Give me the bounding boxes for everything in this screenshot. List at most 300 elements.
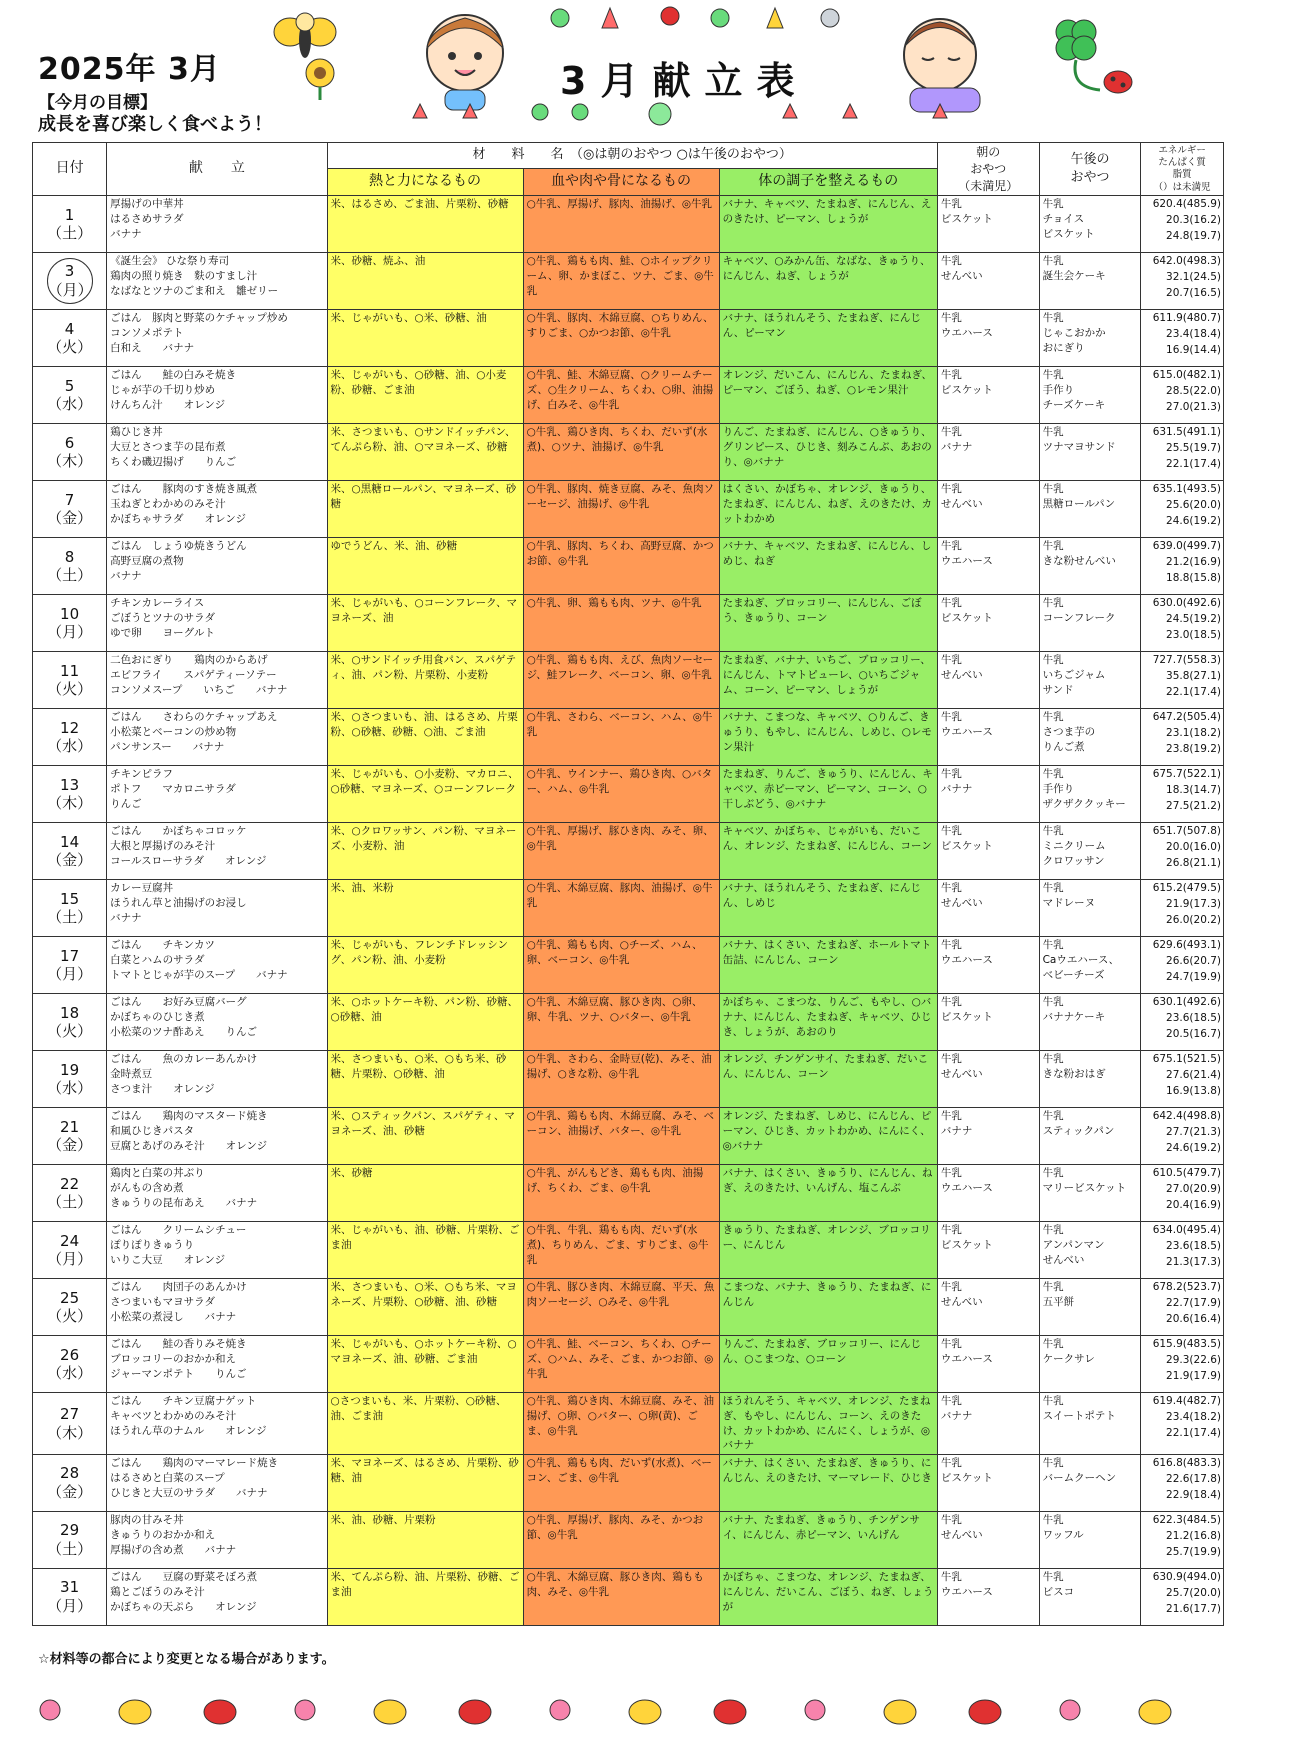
weekday: （水）	[47, 1079, 93, 1098]
menu-cell: 豚肉の甘みそ丼 きゅうりのおかか和え 厚揚げの含め煮 バナナ	[107, 1512, 327, 1569]
protein-value: 26.6(20.7)	[1166, 955, 1221, 968]
body-ingredients-cell: こまつな、バナナ、きゅうり、たまねぎ、にんじん	[719, 1279, 937, 1336]
protein-value: 25.6(20.0)	[1166, 499, 1221, 512]
body-ingredients-cell: バナナ、はくさい、きゅうり、にんじん、ねぎ、えのきたけ、いんげん、塩こんぶ	[719, 1165, 937, 1222]
weekday: （土）	[47, 1540, 93, 1559]
day-number: 10	[60, 604, 80, 623]
energy-cell	[1141, 1051, 1224, 1108]
morning-snack-cell: 牛乳 せんべい	[937, 1051, 1039, 1108]
morning-snack-cell: 牛乳 バナナ	[937, 766, 1039, 823]
body-ingredients-cell: バナナ、ほうれんそう、たまねぎ、にんじん、ピーマン	[719, 310, 937, 367]
col-header-heat: 熱と力になるもの	[327, 168, 523, 196]
date-cell	[33, 595, 107, 652]
day-number: 17	[60, 946, 80, 965]
date-cell	[33, 880, 107, 937]
body-ingredients-cell: キャベツ、○みかん缶、なばな、きゅうり、にんじん、ねぎ、しょうが	[719, 253, 937, 310]
morning-snack-cell: 牛乳 バナナ	[937, 1108, 1039, 1165]
protein-value: 25.7(20.0)	[1166, 1586, 1221, 1599]
morning-snack-cell: 牛乳 ウエハース	[937, 937, 1039, 994]
date-cell	[33, 1512, 107, 1569]
flowers-row-icon	[540, 0, 870, 40]
menu-table	[32, 142, 1224, 1626]
protein-value: 21.9(17.3)	[1166, 898, 1221, 911]
energy-cell	[1141, 1512, 1224, 1569]
morning-snack-cell: 牛乳 せんべい	[937, 481, 1039, 538]
weekday: （木）	[47, 1423, 93, 1442]
page-title: 3月献立表	[560, 59, 809, 103]
afternoon-snack-cell: 牛乳 コーンフレーク	[1039, 595, 1141, 652]
weekday: （土）	[47, 566, 93, 585]
col-header-menu: 献 立	[107, 143, 327, 196]
menu-cell: カレー豆腐丼 ほうれん草と油揚げのお浸し バナナ	[107, 880, 327, 937]
blood-ingredients-cell: ○牛乳、鶏ひき肉、ちくわ、だいず(水煮)、○ツナ、油揚げ、◎牛乳	[523, 424, 719, 481]
body-ingredients-cell: りんご、たまねぎ、ブロッコリー、にんじん、○こまつな、○コーン	[719, 1336, 937, 1393]
heat-ingredients-cell: 米、じゃがいも、○ホットケーキ粉、○マヨネーズ、油、砂糖、ごま油	[327, 1336, 523, 1393]
blood-ingredients-cell: ○牛乳、鶏もも肉、木綿豆腐、みそ、ベーコン、油揚げ、バター、◎牛乳	[523, 1108, 719, 1165]
menu-cell: ごはん 鶏肉のマスタード焼き 和風ひじきパスタ 豆腐とあげのみそ汁 オレンジ	[107, 1108, 327, 1165]
energy-cell	[1141, 1336, 1224, 1393]
date-cell	[33, 1108, 107, 1165]
fat-value: 20.5(16.7)	[1166, 1027, 1221, 1040]
blood-ingredients-cell: ○牛乳、厚揚げ、豚肉、油揚げ、◎牛乳	[523, 196, 719, 253]
heat-ingredients-cell: ゆでうどん、米、油、砂糖	[327, 538, 523, 595]
morning-snack-cell: 牛乳 ビスケット	[937, 367, 1039, 424]
blood-ingredients-cell: ○牛乳、豚ひき肉、木綿豆腐、平天、魚肉ソーセージ、○みそ、◎牛乳	[523, 1279, 719, 1336]
heat-ingredients-cell: 米、じゃがいも、フレンチドレッシング、パン粉、油、小麦粉	[327, 937, 523, 994]
protein-value: 18.3(14.7)	[1166, 784, 1221, 797]
weekday: （火）	[47, 338, 93, 357]
table-row	[33, 880, 1224, 937]
energy-value: 610.5(479.7)	[1152, 1167, 1221, 1180]
menu-cell: 二色おにぎり 鶏肉のからあげ エビフライ スパゲティーソテー コンソメスープ いちご バナナ	[107, 652, 327, 709]
weekday: （月）	[47, 623, 93, 642]
weekday: （水）	[47, 395, 93, 414]
weekday: （水）	[47, 1364, 93, 1383]
fat-value: 23.0(18.5)	[1166, 628, 1221, 641]
heat-ingredients-cell: 米、砂糖	[327, 1165, 523, 1222]
table-row	[33, 196, 1224, 253]
energy-value: 635.1(493.5)	[1152, 483, 1221, 496]
menu-cell: ごはん クリームシチュー ぽりぽりきゅうり いりこ大豆 オレンジ	[107, 1222, 327, 1279]
day-number: 7	[64, 490, 75, 509]
morning-snack-cell: 牛乳 ウエハース	[937, 1569, 1039, 1626]
afternoon-snack-cell: 牛乳 ケークサレ	[1039, 1336, 1141, 1393]
day-number: 12	[60, 718, 80, 737]
day-number: 25	[60, 1288, 80, 1307]
body-ingredients-cell: たまねぎ、りんご、きゅうり、にんじん、キャベツ、赤ピーマン、ピーマン、コーン、○干しぶどう、◎バナナ	[719, 766, 937, 823]
day-number: 4	[64, 319, 75, 338]
table-row	[33, 766, 1224, 823]
day-number: 31	[60, 1578, 80, 1597]
weekday: （木）	[47, 794, 93, 813]
body-ingredients-cell: バナナ、キャベツ、たまねぎ、にんじん、しめじ、ねぎ	[719, 538, 937, 595]
morning-snack-cell: 牛乳 ビスケット	[937, 823, 1039, 880]
protein-value: 20.3(16.2)	[1166, 214, 1221, 227]
body-ingredients-cell: はくさい、かぼちゃ、オレンジ、きゅうり、たまねぎ、にんじん、ねぎ、えのきたけ、カットわかめ	[719, 481, 937, 538]
energy-value: 629.6(493.1)	[1152, 939, 1221, 952]
fat-value: 24.7(19.9)	[1166, 970, 1221, 983]
afternoon-snack-cell: 牛乳 さつま芋の りんご煮	[1039, 709, 1141, 766]
afternoon-snack-cell: 牛乳 ミニクリーム クロワッサン	[1039, 823, 1141, 880]
fat-value: 20.7(16.5)	[1166, 286, 1221, 299]
heat-ingredients-cell: 米、○クロワッサン、パン粉、マヨネーズ、小麦粉、油	[327, 823, 523, 880]
fat-value: 24.6(19.2)	[1166, 514, 1221, 527]
morning-snack-cell: 牛乳 せんべい	[937, 652, 1039, 709]
body-ingredients-cell: かぼちゃ、こまつな、オレンジ、たまねぎ、にんじん、だいこん、ごぼう、ねぎ、しょうが	[719, 1569, 937, 1626]
fat-value: 21.9(17.9)	[1166, 1369, 1221, 1382]
morning-snack-cell: 牛乳 バナナ	[937, 424, 1039, 481]
day-number: 27	[60, 1405, 80, 1424]
menu-cell: ごはん さわらのケチャップあえ 小松菜とベーコンの炒め物 パンサンスー バナナ	[107, 709, 327, 766]
protein-value: 23.4(18.2)	[1166, 1411, 1221, 1424]
protein-value: 23.4(18.4)	[1166, 328, 1221, 341]
blood-ingredients-cell: ○牛乳、さわら、ベーコン、ハム、◎牛乳	[523, 709, 719, 766]
afternoon-snack-cell: 牛乳 マドレーヌ	[1039, 880, 1141, 937]
afternoon-snack-cell: 牛乳 ワッフル	[1039, 1512, 1141, 1569]
heat-ingredients-cell: ○さつまいも、米、片栗粉、○砂糖、油、ごま油	[327, 1393, 523, 1455]
menu-cell: ごはん 鮭の香りみそ焼き ブロッコリーのおかか和え ジャーマンポテト りんご	[107, 1336, 327, 1393]
heat-ingredients-cell: 米、じゃがいも、○米、砂糖、油	[327, 310, 523, 367]
weekday: （土）	[47, 908, 93, 927]
blood-ingredients-cell: ○牛乳、豚肉、ちくわ、高野豆腐、かつお節、◎牛乳	[523, 538, 719, 595]
fat-value: 20.6(16.4)	[1166, 1312, 1221, 1325]
fat-value: 16.9(14.4)	[1166, 343, 1221, 356]
energy-cell	[1141, 880, 1224, 937]
blood-ingredients-cell: ○牛乳、卵、鶏もも肉、ツナ、◎牛乳	[523, 595, 719, 652]
heat-ingredients-cell: 米、じゃがいも、○砂糖、油、○小麦粉、砂糖、ごま油	[327, 367, 523, 424]
date-cell	[33, 823, 107, 880]
fat-value: 27.0(21.3)	[1166, 400, 1221, 413]
year-month: 2025年 3月	[38, 52, 221, 87]
heat-ingredients-cell: 米、じゃがいも、○コーンフレーク、マヨネーズ、油	[327, 595, 523, 652]
table-row	[33, 1569, 1224, 1626]
weekday: （金）	[47, 851, 93, 870]
weekday: （金）	[47, 1136, 93, 1155]
afternoon-snack-cell: 牛乳 スイートポテト	[1039, 1393, 1141, 1455]
energy-cell	[1141, 1222, 1224, 1279]
day-number: 21	[60, 1117, 80, 1136]
fat-value: 22.1(17.4)	[1166, 1426, 1221, 1439]
table-row	[33, 595, 1224, 652]
energy-value: 727.7(558.3)	[1152, 654, 1221, 667]
blood-ingredients-cell: ○牛乳、鮭、木綿豆腐、○クリームチーズ、○生クリーム、ちくわ、○卵、油揚げ、白みそ、◎牛乳	[523, 367, 719, 424]
body-ingredients-cell: オレンジ、だいこん、にんじん、たまねぎ、ピーマン、ごぼう、ねぎ、○レモン果汁	[719, 367, 937, 424]
body-ingredients-cell: きゅうり、たまねぎ、オレンジ、ブロッコリー、にんじん	[719, 1222, 937, 1279]
energy-value: 630.0(492.6)	[1152, 597, 1221, 610]
energy-value: 615.0(482.1)	[1152, 369, 1221, 382]
protein-value: 25.5(19.7)	[1166, 442, 1221, 455]
weekday: （土）	[47, 224, 93, 243]
afternoon-snack-cell: 牛乳 マリービスケット	[1039, 1165, 1141, 1222]
date-cell	[33, 538, 107, 595]
menu-cell: 鶏ひじき丼 大豆とさつま芋の昆布煮 ちくわ磯辺揚げ りんご	[107, 424, 327, 481]
table-row	[33, 367, 1224, 424]
protein-value: 27.0(20.9)	[1166, 1183, 1221, 1196]
afternoon-snack-cell: 牛乳 アンパンマン せんべい	[1039, 1222, 1141, 1279]
table-row	[33, 1108, 1224, 1165]
sunflower-icon	[300, 55, 340, 100]
table-row	[33, 1165, 1224, 1222]
afternoon-snack-cell: 牛乳 手作り ザクザククッキー	[1039, 766, 1141, 823]
fat-value: 26.8(21.1)	[1166, 856, 1221, 869]
heat-ingredients-cell: 米、てんぷら粉、油、片栗粉、砂糖、ごま油	[327, 1569, 523, 1626]
weekday: （金）	[47, 1483, 93, 1502]
energy-value: 675.7(522.1)	[1152, 768, 1221, 781]
energy-value: 622.3(484.5)	[1152, 1514, 1221, 1527]
afternoon-snack-cell: 牛乳 スティックパン	[1039, 1108, 1141, 1165]
col-header-body: 体の調子を整えるもの	[719, 168, 937, 196]
blood-ingredients-cell: ○牛乳、さわら、金時豆(乾)、みそ、油揚げ、○きな粉、◎牛乳	[523, 1051, 719, 1108]
morning-snack-cell: 牛乳 ウエハース	[937, 310, 1039, 367]
day-number: 1	[64, 205, 75, 224]
afternoon-snack-cell: 牛乳 手作り チーズケーキ	[1039, 367, 1141, 424]
fat-value: 22.9(18.4)	[1166, 1488, 1221, 1501]
menu-cell: ごはん しょうゆ焼きうどん 高野豆腐の煮物 バナナ	[107, 538, 327, 595]
morning-snack-cell: 牛乳 ウエハース	[937, 709, 1039, 766]
fat-value: 18.8(15.8)	[1166, 571, 1221, 584]
day-number: 14	[60, 832, 80, 851]
fat-value: 20.4(16.9)	[1166, 1198, 1221, 1211]
fat-value: 24.6(19.2)	[1166, 1141, 1221, 1154]
afternoon-snack-cell: 牛乳 バームクーヘン	[1039, 1455, 1141, 1512]
table-row	[33, 1336, 1224, 1393]
blood-ingredients-cell: ○牛乳、厚揚げ、豚ひき肉、みそ、卵、◎牛乳	[523, 823, 719, 880]
day-number: 3	[64, 262, 75, 281]
morning-snack-cell: 牛乳 ウエハース	[937, 538, 1039, 595]
col-header-ingredients: 材 料 名 （◎は朝のおやつ ○は午後のおやつ）	[327, 143, 937, 169]
energy-cell	[1141, 766, 1224, 823]
day-number: 24	[60, 1231, 80, 1250]
heat-ingredients-cell: 米、さつまいも、○米、○もち米、マヨネーズ、片栗粉、○砂糖、油、砂糖	[327, 1279, 523, 1336]
weekday: （火）	[47, 1307, 93, 1326]
energy-value: 651.7(507.8)	[1152, 825, 1221, 838]
fat-value: 22.1(17.4)	[1166, 685, 1221, 698]
body-ingredients-cell: たまねぎ、バナナ、いちご、ブロッコリー、にんじん、トマトピューレ、○いちごジャム、コーン、ピーマン、しょうが	[719, 652, 937, 709]
energy-value: 619.4(482.7)	[1152, 1395, 1221, 1408]
date-cell	[33, 367, 107, 424]
weekday: （水）	[47, 737, 93, 756]
morning-snack-cell: 牛乳 バナナ	[937, 1393, 1039, 1455]
date-cell	[33, 937, 107, 994]
date-cell	[33, 196, 107, 253]
body-ingredients-cell: バナナ、はくさい、たまねぎ、きゅうり、にんじん、えのきたけ、マーマレード、ひじき	[719, 1455, 937, 1512]
energy-cell	[1141, 937, 1224, 994]
day-number: 18	[60, 1003, 80, 1022]
energy-value: 630.9(494.0)	[1152, 1571, 1221, 1584]
table-row	[33, 937, 1224, 994]
blood-ingredients-cell: ○牛乳、鶏ひき肉、木綿豆腐、みそ、油揚げ、○卵、○バター、○卵(黄)、ごま、◎牛乳	[523, 1393, 719, 1455]
table-row	[33, 538, 1224, 595]
fat-value: 22.1(17.4)	[1166, 457, 1221, 470]
day-number: 13	[60, 775, 80, 794]
date-cell	[33, 1051, 107, 1108]
table-row	[33, 1455, 1224, 1512]
blood-ingredients-cell: ○牛乳、木綿豆腐、豚ひき肉、鶏もも肉、みそ、◎牛乳	[523, 1569, 719, 1626]
table-row	[33, 994, 1224, 1051]
date-cell	[33, 1455, 107, 1512]
energy-cell	[1141, 1165, 1224, 1222]
protein-value: 35.8(27.1)	[1166, 670, 1221, 683]
date-cell	[33, 481, 107, 538]
col-header-date: 日付	[33, 143, 107, 196]
date-cell	[33, 709, 107, 766]
table-row	[33, 1051, 1224, 1108]
weekday: （火）	[47, 680, 93, 699]
date-cell	[33, 994, 107, 1051]
date-cell	[33, 1393, 107, 1455]
energy-cell	[1141, 1279, 1224, 1336]
menu-cell: ごはん 鶏肉のマーマレード焼き はるさめと白菜のスープ ひじきと大豆のサラダ バナナ	[107, 1455, 327, 1512]
heat-ingredients-cell: 米、油、砂糖、片栗粉	[327, 1512, 523, 1569]
blood-ingredients-cell: ○牛乳、鶏もも肉、鮭、○ホイップクリーム、卵、かまぼこ、ツナ、ごま、◎牛乳	[523, 253, 719, 310]
menu-cell: ごはん 豚肉のすき焼き風煮 玉ねぎとわかめのみそ汁 かぼちゃサラダ オレンジ	[107, 481, 327, 538]
heat-ingredients-cell: 米、○スティックパン、スパゲティ、マヨネーズ、油、砂糖	[327, 1108, 523, 1165]
energy-value: 634.0(495.4)	[1152, 1224, 1221, 1237]
blood-ingredients-cell: ○牛乳、豚肉、木綿豆腐、○ちりめん、すりごま、○かつお節、◎牛乳	[523, 310, 719, 367]
heat-ingredients-cell: 米、○サンドイッチ用食パン、スパゲティ、油、パン粉、片栗粉、小麦粉	[327, 652, 523, 709]
blood-ingredients-cell: ○牛乳、鶏もも肉、○チーズ、ハム、卵、ベーコン、◎牛乳	[523, 937, 719, 994]
blood-ingredients-cell: ○牛乳、がんもどき、鶏もも肉、油揚げ、ちくわ、ごま、◎牛乳	[523, 1165, 719, 1222]
body-ingredients-cell: キャベツ、かぼちゃ、じゃがいも、だいこん、オレンジ、たまねぎ、にんじん、コーン	[719, 823, 937, 880]
table-row	[33, 1393, 1224, 1455]
energy-cell	[1141, 994, 1224, 1051]
heat-ingredients-cell: 米、砂糖、焼ふ、油	[327, 253, 523, 310]
date-cell	[33, 1222, 107, 1279]
afternoon-snack-cell: 牛乳 じゃこおかか おにぎり	[1039, 310, 1141, 367]
heat-ingredients-cell: 米、○黒糖ロールパン、マヨネーズ、砂糖	[327, 481, 523, 538]
change-notice: ☆材料等の都合により変更となる場合があります。	[38, 1652, 335, 1667]
body-ingredients-cell: バナナ、こまつな、キャベツ、○りんご、きゅうり、もやし、にんじん、しめじ、○レモン果汁	[719, 709, 937, 766]
energy-cell	[1141, 823, 1224, 880]
protein-value: 21.2(16.9)	[1166, 556, 1221, 569]
afternoon-snack-cell: 牛乳 誕生会ケーキ	[1039, 253, 1141, 310]
girl-illustration-icon	[405, 8, 535, 113]
body-ingredients-cell: オレンジ、チンゲンサイ、たまねぎ、だいこん、にんじん、コーン	[719, 1051, 937, 1108]
table-row	[33, 1279, 1224, 1336]
protein-value: 23.6(18.5)	[1166, 1012, 1221, 1025]
energy-value: 615.9(483.5)	[1152, 1338, 1221, 1351]
afternoon-snack-cell: 牛乳 チョイス ビスケット	[1039, 196, 1141, 253]
body-ingredients-cell: バナナ、たまねぎ、きゅうり、チンゲンサイ、にんじん、赤ピーマン、いんげん	[719, 1512, 937, 1569]
day-number: 6	[64, 433, 75, 452]
energy-value: 639.0(499.7)	[1152, 540, 1221, 553]
energy-cell	[1141, 538, 1224, 595]
blood-ingredients-cell: ○牛乳、豚肉、焼き豆腐、みそ、魚肉ソーセージ、油揚げ、◎牛乳	[523, 481, 719, 538]
table-row	[33, 310, 1224, 367]
goal-label: 【今月の目標】	[38, 93, 157, 113]
energy-value: 630.1(492.6)	[1152, 996, 1221, 1009]
day-number: 15	[60, 889, 80, 908]
body-ingredients-cell: りんご、たまねぎ、にんじん、○きゅうり、グリンピース、ひじき、刻みこんぶ、あおのり、◎バナナ	[719, 424, 937, 481]
blood-ingredients-cell: ○牛乳、鶏もも肉、だいず(水煮)、ベーコン、ごま、◎牛乳	[523, 1455, 719, 1512]
energy-cell	[1141, 1108, 1224, 1165]
blood-ingredients-cell: ○牛乳、木綿豆腐、豚ひき肉、○卵、卵、牛乳、ツナ、○バター、◎牛乳	[523, 994, 719, 1051]
energy-value: 611.9(480.7)	[1152, 312, 1221, 325]
morning-snack-cell: 牛乳 ウエハース	[937, 1336, 1039, 1393]
protein-value: 21.2(16.8)	[1166, 1529, 1221, 1542]
blood-ingredients-cell: ○牛乳、厚揚げ、豚肉、みそ、かつお節、◎牛乳	[523, 1512, 719, 1569]
morning-snack-cell: 牛乳 ビスケット	[937, 1455, 1039, 1512]
menu-cell: 鶏肉と白菜の丼ぶり がんもの含め煮 きゅうりの昆布あえ バナナ	[107, 1165, 327, 1222]
ladybug-bee-footer-icon	[30, 1680, 1230, 1740]
heat-ingredients-cell: 米、マヨネーズ、はるさめ、片栗粉、砂糖、油	[327, 1455, 523, 1512]
energy-value: 631.5(491.1)	[1152, 426, 1221, 439]
morning-snack-cell: 牛乳 せんべい	[937, 253, 1039, 310]
blood-ingredients-cell: ○牛乳、鶏もも肉、えび、魚肉ソーセージ、鮭フレーク、ベーコン、卵、◎牛乳	[523, 652, 719, 709]
afternoon-snack-cell: 牛乳 ツナマヨサンド	[1039, 424, 1141, 481]
goal-text: 成長を喜び楽しく食べよう！	[38, 114, 272, 135]
table-row	[33, 481, 1224, 538]
table-row	[33, 424, 1224, 481]
body-ingredients-cell: ほうれんそう、キャベツ、オレンジ、たまねぎ、もやし、にんじん、コーン、えのきたけ、カットわかめ、にんにく、しょうが、◎バナナ	[719, 1393, 937, 1455]
energy-cell	[1141, 1455, 1224, 1512]
fat-value: 21.3(17.3)	[1166, 1255, 1221, 1268]
day-number: 11	[60, 661, 80, 680]
day-number: 19	[60, 1060, 80, 1079]
protein-value: 23.1(18.2)	[1166, 727, 1221, 740]
col-header-energy: エネルギー たんぱく質 脂質 （）は未満児	[1141, 143, 1224, 196]
weekday: （木）	[47, 452, 93, 471]
heat-ingredients-cell: 米、はるさめ、ごま油、片栗粉、砂糖	[327, 196, 523, 253]
date-cell	[33, 652, 107, 709]
morning-snack-cell: 牛乳 せんべい	[937, 1512, 1039, 1569]
blood-ingredients-cell: ○牛乳、牛乳、鶏もも肉、だいず(水煮)、ちりめん、ごま、すりごま、◎牛乳	[523, 1222, 719, 1279]
col-header-blood: 血や肉や骨になるもの	[523, 168, 719, 196]
protein-value: 27.7(21.3)	[1166, 1126, 1221, 1139]
energy-value: 615.2(479.5)	[1152, 882, 1221, 895]
table-row	[33, 652, 1224, 709]
energy-cell	[1141, 481, 1224, 538]
menu-cell: ごはん 鮭の白みそ焼き じゃが芋の千切り炒め けんちん汁 オレンジ	[107, 367, 327, 424]
table-row	[33, 1512, 1224, 1569]
afternoon-snack-cell: 牛乳 ビスコ	[1039, 1569, 1141, 1626]
body-ingredients-cell: バナナ、ほうれんそう、たまねぎ、にんじん、しめじ	[719, 880, 937, 937]
body-ingredients-cell: かぼちゃ、こまつな、りんご、もやし、○バナナ、にんじん、たまねぎ、キャベツ、ひじき、しょうが、あおのり	[719, 994, 937, 1051]
blood-ingredients-cell: ○牛乳、ウインナー、鶏ひき肉、○バター、ハム、◎牛乳	[523, 766, 719, 823]
body-ingredients-cell: オレンジ、たまねぎ、しめじ、にんじん、ピーマン、ひじき、カットわかめ、にんにく、◎バナナ	[719, 1108, 937, 1165]
protein-value: 23.6(18.5)	[1166, 1240, 1221, 1253]
energy-cell	[1141, 652, 1224, 709]
morning-snack-cell: 牛乳 ビスケット	[937, 196, 1039, 253]
weekday: （金）	[47, 509, 93, 528]
afternoon-snack-cell: 牛乳 バナナケーキ	[1039, 994, 1141, 1051]
body-ingredients-cell: バナナ、キャベツ、たまねぎ、にんじん、えのきたけ、ピーマン、しょうが	[719, 196, 937, 253]
heat-ingredients-cell: 米、じゃがいも、○小麦粉、マカロニ、○砂糖、マヨネーズ、○コーンフレーク	[327, 766, 523, 823]
blood-ingredients-cell: ○牛乳、鮭、ベーコン、ちくわ、○チーズ、○ハム、みそ、ごま、かつお節、◎牛乳	[523, 1336, 719, 1393]
date-cell	[33, 1569, 107, 1626]
energy-value: 620.4(485.9)	[1152, 198, 1221, 211]
energy-value: 678.2(523.7)	[1152, 1281, 1221, 1294]
morning-snack-cell: 牛乳 せんべい	[937, 880, 1039, 937]
protein-value: 29.3(22.6)	[1166, 1354, 1221, 1367]
menu-cell: ごはん 豆腐の野菜そぼろ煮 鶏とごぼうのみそ汁 かぼちゃの天ぷら オレンジ	[107, 1569, 327, 1626]
date-cell	[33, 1336, 107, 1393]
energy-cell	[1141, 424, 1224, 481]
energy-cell	[1141, 595, 1224, 652]
date-cell	[33, 766, 107, 823]
table-row	[33, 709, 1224, 766]
clover-ladybug-icon	[1040, 12, 1150, 102]
heat-ingredients-cell: 米、じゃがいも、油、砂糖、片栗粉、ごま油	[327, 1222, 523, 1279]
protein-value: 22.6(17.8)	[1166, 1472, 1221, 1485]
col-header-morning-snack: 朝の おやつ （未満児）	[937, 143, 1039, 196]
energy-cell	[1141, 310, 1224, 367]
morning-snack-cell: 牛乳 ビスケット	[937, 994, 1039, 1051]
menu-cell: ごはん チキンカツ 白菜とハムのサラダ トマトとじゃが芋のスープ バナナ	[107, 937, 327, 994]
heat-ingredients-cell: 米、○ホットケーキ粉、パン粉、砂糖、○砂糖、油	[327, 994, 523, 1051]
heat-ingredients-cell: 米、さつまいも、○サンドイッチパン、てんぷら粉、油、○マヨネーズ、砂糖	[327, 424, 523, 481]
body-ingredients-cell: バナナ、はくさい、たまねぎ、ホールトマト缶詰、にんじん、コーン	[719, 937, 937, 994]
